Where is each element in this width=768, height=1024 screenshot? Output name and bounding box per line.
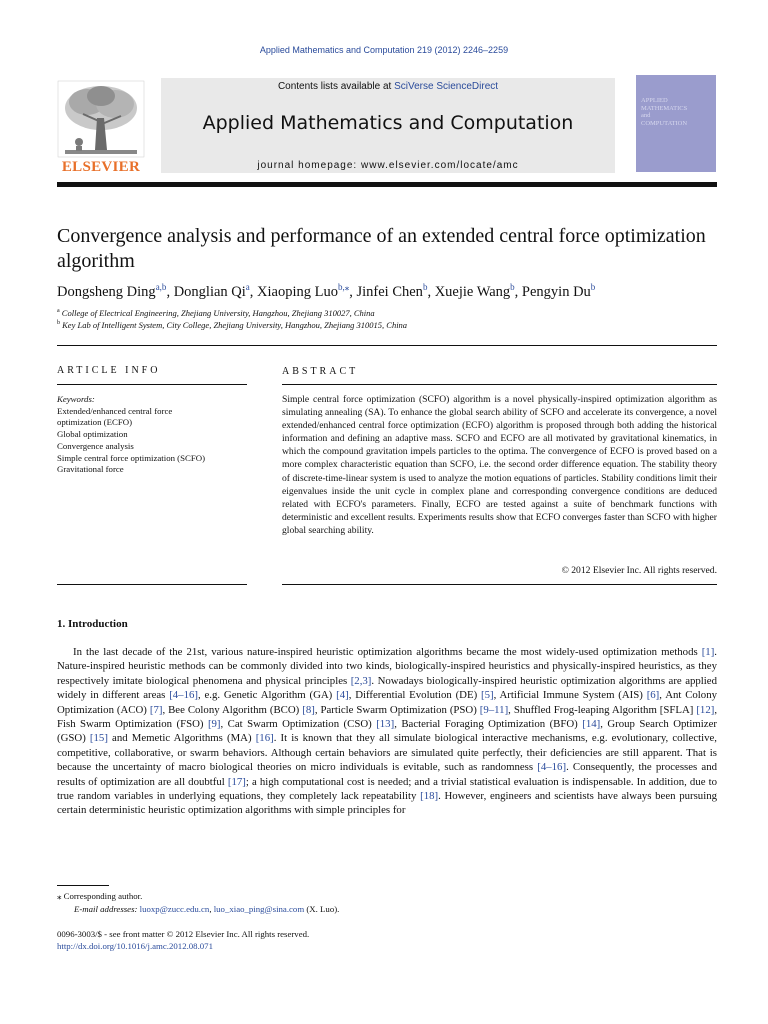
keyword: Global optimization	[57, 429, 128, 440]
elsevier-logo	[57, 80, 145, 176]
tree-icon	[57, 80, 145, 158]
intro-text: , Fish Swarm Optimization (FSO)	[57, 703, 718, 731]
intro-text: . However, engineers and scientists have always been pursuing certain deterministic heuristic optimization algorithms with simple principles for	[57, 790, 717, 817]
paper-title: Convergence analysis and performance of an extended central force optimization algorithm	[57, 225, 706, 272]
affiliation-text: College of Electrical Engineering, Zhejiang University, Hangzhou, Zhejiang 310027, China	[61, 308, 375, 318]
citation-link[interactable]: [4–16]	[169, 689, 198, 702]
affiliation-mark: b	[57, 320, 60, 327]
affiliation	[57, 308, 717, 318]
citation-link[interactable]: [4]	[336, 689, 349, 702]
intro-text: , Shuffled Frog-leaping Algorithm [SFLA]	[508, 703, 697, 716]
intro-text: and Memetic Algorithms (MA)	[107, 732, 256, 745]
divider	[282, 584, 717, 585]
citation-link[interactable]: [9]	[207, 718, 221, 731]
journal-title: Applied Mathematics and Computation	[202, 112, 574, 134]
intro-text: , Differential Evolution (DE)	[348, 689, 481, 702]
cover-title-line: MATHEMATICS	[641, 104, 688, 112]
abstract-text: Simple central force optimization (SCFO) algorithm is a novel physically-inspired optimization algorithm as simulating annealing (SA). To enhance the global search ability of SCFO and accelerate its convergence, a novel extended/enhanced central force optimization (ECFO) algorithm is proposed through both adding the historical information and defining an adaptive mass. SCFO and ECFO are all motivated by gravitational kinematics, in which the compound gravitation impels particles to the optima. The convergence of ECFO is proved based on a more complex characteristic equation than SCFO, i.e. the second order difference equation. The stability theory of discrete-time-linear system is used to analyze the motion equations of particles. Stability conditions limit their eigenvalues inside the unit cycle in complex plane and corresponding convergence conditions are deduced related with ECFO's parameters. Finally, ECFO are tested against a suite of benchmark functions with deterministic and excellent results. Experiments results show that ECFO converges faster than SCFO with higher global searching ability.	[282, 394, 717, 536]
cover-title-line: APPLIED	[641, 97, 668, 104]
keyword: Convergence analysis	[57, 440, 134, 451]
issn-block	[57, 928, 717, 952]
author-affiliation-mark[interactable]: b	[510, 282, 515, 292]
citation-link[interactable]: [14]	[582, 718, 601, 731]
article-info-heading: ARTICLE INFO	[57, 365, 161, 376]
citation-link[interactable]: [18]	[420, 790, 439, 803]
corresponding-note: Corresponding author.	[63, 891, 143, 901]
journal-reference[interactable]: Applied Mathematics and Computation 219 (2012) 2246–2259	[259, 45, 509, 55]
journal-cover	[636, 75, 716, 172]
author-list: Dongsheng Ding$^{a,b}$, Donglian Qi$^a$, Xiaoping Luo$^{b,⁎}$, Jinfei Chen$^b$, Xuejie Wang$^b$, Pengyin Du$^b$	[57, 282, 596, 300]
footnotes: ⁎ Corresponding author. E-mail addresses: luoxp@zucc.edu.cn, luo_xiao_ping@sina.com (X. Luo).	[57, 891, 340, 914]
intro-text: In the last decade of the 21st, various nature-inspired heuristic optimization algorithms became the most widely-used optimization methods	[73, 646, 702, 658]
abstract-heading: ABSTRACT	[282, 366, 359, 377]
citation-link[interactable]: [16]	[255, 732, 274, 745]
email-link[interactable]: luoxp@zucc.edu.cn	[139, 904, 210, 914]
author-affiliation-mark[interactable]: b	[590, 282, 596, 292]
author-name: Xiaoping Luo	[257, 283, 338, 300]
intro-text: , Ant Colony Optimization (ACO)	[57, 689, 718, 716]
author-name: Donglian Qi	[173, 283, 246, 300]
keywords-label: Keywords:	[57, 394, 95, 404]
citation-link[interactable]: [4–16]	[537, 761, 567, 774]
divider	[57, 384, 247, 385]
publisher-wordmark: ELSEVIER	[61, 159, 141, 175]
cover-title-line: and	[641, 112, 651, 119]
affiliation	[57, 320, 717, 330]
intro-text: , e.g. Genetic Algorithm (GA)	[197, 689, 337, 702]
email-label: E-mail addresses:	[74, 904, 138, 914]
intro-text: ; a high computational cost is needed; and a trivial statistical evaluation is indispensable. In addition, due to true random variables in underlying equations, they completely lack repeatability	[57, 775, 717, 803]
section-heading: 1. Introduction	[57, 618, 128, 630]
intro-text: , Bacterial Foraging Optimization (BFO)	[394, 718, 583, 731]
header-rule	[57, 182, 717, 187]
author-name: Dongsheng Ding	[57, 283, 156, 300]
citation-link[interactable]: [2,3]	[350, 674, 372, 687]
sciencedirect-link[interactable]: SciVerse ScienceDirect	[394, 81, 499, 92]
doi-link[interactable]: http://dx.doi.org/10.1016/j.amc.2012.08.071	[57, 941, 213, 951]
affiliation-mark: a	[57, 308, 60, 315]
author-affiliation-mark[interactable]: b,⁎	[337, 282, 350, 292]
homepage-prefix: journal homepage:	[257, 160, 361, 171]
author-affiliation-mark[interactable]: b	[422, 282, 428, 292]
keyword: Simple central force optimization (SCFO)	[57, 452, 206, 463]
intro-paragraph	[57, 645, 717, 818]
intro-text: , Artificial Immune System (AIS)	[493, 689, 647, 702]
citation-link[interactable]: [9–11]	[479, 703, 509, 716]
intro-text: . Nature-inspired heuristic methods can be commonly divided into two kinds, biologically-inspired heuristics and physically-inspired heuristics, as they respectively imitate biological phenomena and physical principles	[57, 646, 717, 687]
cover-title-line: COMPUTATION	[641, 119, 688, 127]
footnote-mark: ⁎	[57, 891, 62, 901]
cover-title	[641, 97, 687, 127]
intro-text: , Particle Swarm Optimization (PSO)	[314, 703, 480, 716]
author-name: Jinfei Chen	[356, 283, 423, 300]
intro-text: . It is known that they all simulate biological interactive mechanisms, e.g. evolutionary, collective, competitive, collaborative, or swarm behaviors. Although certain behaviors are simulated quite perfectly, their deficiencies are still apparent. That is because the uncertainty of macro biological theories on micro individuals is evitable, such as randomness	[57, 732, 717, 774]
citation-link[interactable]: [6]	[646, 689, 660, 702]
citation-link[interactable]: [12]	[696, 703, 715, 716]
keywords-block	[57, 394, 247, 476]
homepage-line	[161, 160, 615, 171]
citation-link[interactable]: [8]	[302, 703, 315, 716]
keyword: optimization (ECFO)	[57, 417, 133, 428]
affiliation-text: Key Lab of Intelligent System, City College, Zhejiang University, Hangzhou, Zhejiang 310015, China	[62, 320, 408, 330]
contents-line	[161, 81, 615, 92]
citation-link[interactable]: [13]	[376, 718, 395, 731]
intro-text: , Cat Swarm Optimization (CSO)	[220, 718, 377, 731]
keyword: Gravitational force	[57, 464, 124, 475]
footnote-rule	[57, 885, 109, 886]
citation-link[interactable]: [17]	[227, 775, 246, 788]
author-name: Pengyin Du	[521, 283, 591, 300]
intro-text: , Group Search Optimizer (GSO)	[57, 718, 717, 745]
citation-link[interactable]: [5]	[480, 689, 494, 702]
divider	[57, 345, 717, 346]
email-link[interactable]: luo_xiao_ping@sina.com	[213, 904, 305, 914]
author-name: Xuejie Wang	[434, 283, 511, 300]
divider	[57, 584, 247, 585]
divider	[282, 384, 717, 385]
author-affiliation-mark[interactable]: a	[245, 282, 250, 292]
citation-link[interactable]: [15]	[89, 732, 108, 745]
contents-prefix: Contents lists available at	[277, 81, 395, 92]
issn-line: 0096-3003/$ - see front matter © 2012 Elsevier Inc. All rights reserved.	[57, 929, 310, 939]
intro-text: , Bee Colony Algorithm (BCO)	[162, 703, 303, 716]
citation-link[interactable]: [7]	[149, 703, 163, 716]
homepage-link[interactable]: www.elsevier.com/locate/amc	[361, 160, 519, 171]
author-affiliation-mark[interactable]: a,b	[155, 282, 167, 292]
copyright-line: © 2012 Elsevier Inc. All rights reserved.	[561, 565, 717, 576]
citation-link[interactable]: [1]	[701, 646, 715, 658]
email-suffix: (X. Luo).	[306, 904, 340, 914]
keyword: Extended/enhanced central force	[57, 405, 173, 416]
intro-text: . Nowadays biologically-inspired heuristic optimization algorithms are applied widely in different areas	[57, 674, 717, 702]
journal-header	[161, 78, 615, 173]
intro-text: . Consequently, the processes and results of optimization are all doubtful	[57, 761, 717, 788]
